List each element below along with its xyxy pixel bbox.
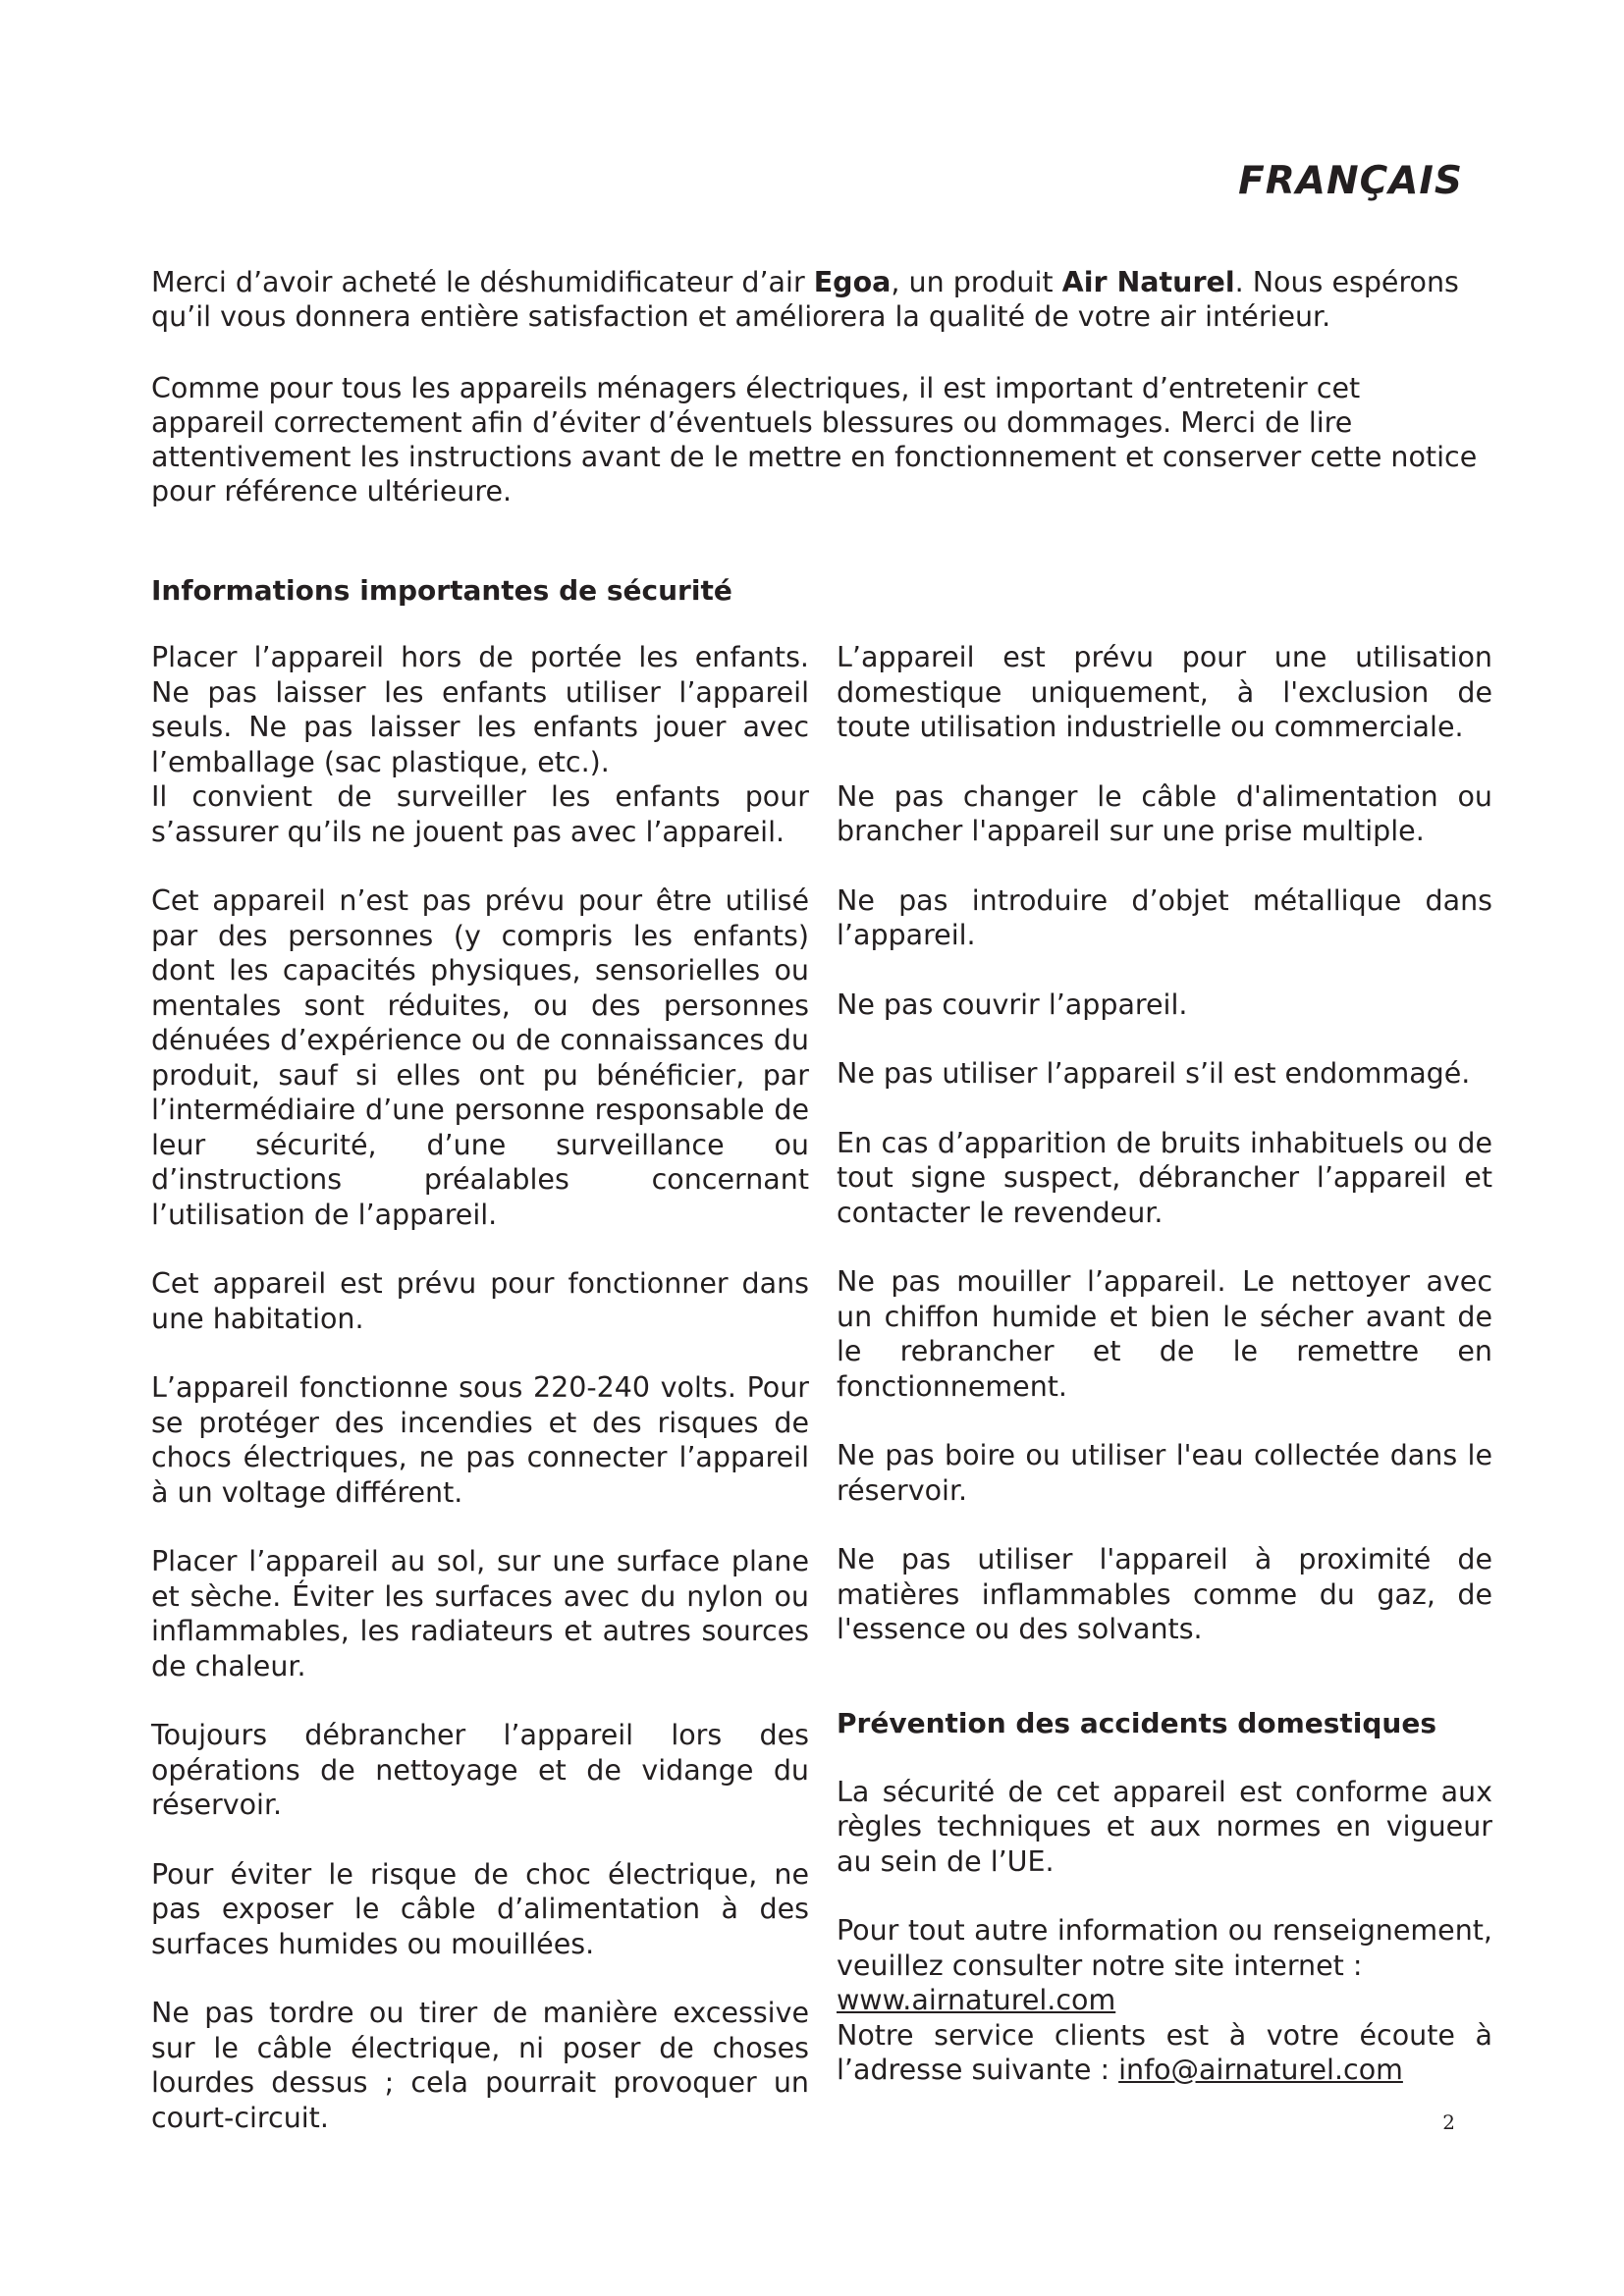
safety-item: Ne pas tordre ou tirer de manière excessive sur le câble électrique, ni poser de choses lourdes dessus ; cela pourrait provoquer un court-circuit. [151, 1997, 809, 2134]
safety-item: Placer l’appareil au sol, sur une surface plane et sèche. Éviter les surfaces avec du nylon ou inflammables, les radiateurs et autres sources de chaleur. [151, 1545, 809, 1682]
prevention-paragraph-3 [837, 2018, 1492, 2088]
website-line [837, 1983, 1492, 2018]
safety-item: Ne pas couvrir l’appareil. [837, 988, 1188, 1021]
safety-item: L’appareil fonctionne sous 220-240 volts. Pour se protéger des incendies et des risques de chocs électriques, ne pas connecter l’appareil à un voltage différent. [151, 1371, 809, 1509]
intro-text-c: . Nous espérons qu’il vous donnera entière satisfaction et améliorera la qualité de votre air intérieur. [151, 266, 1459, 333]
email-link[interactable]: info@airnaturel.com [1118, 2054, 1403, 2086]
language-title: FRANÇAIS [1238, 159, 1463, 203]
safety-left-column [151, 640, 809, 2135]
intro-text-a: Merci d’avoir acheté le déshumidificateur d’air [151, 266, 814, 298]
safety-item: Cet appareil est prévu pour fonctionner dans une habitation. [151, 1267, 809, 1335]
safety-item: Il convient de surveiller les enfants pour s’assurer qu’ils ne jouent pas avec l’appareil. [151, 780, 809, 848]
intro-text-b: , un produit [891, 266, 1062, 298]
contact-text: Notre service clients est à votre écoute à l’adresse suivante : [837, 2018, 1492, 2086]
prevention-paragraph-2: Pour tout autre information ou renseignement, veuillez consulter notre site internet : [837, 1914, 1492, 1982]
safety-item: L’appareil est prévu pour une utilisation domestique uniquement, à l'exclusion de toute utilisation industrielle ou commerciale. [837, 641, 1492, 743]
intro-paragraph-1 [151, 265, 1482, 334]
safety-heading: Informations importantes de sécurité [151, 574, 732, 607]
page-number: 2 [1442, 2110, 1455, 2134]
safety-item: Pour éviter le risque de choc électrique, ne pas exposer le câble d’alimentation à des surfaces humides ou mouillées. [151, 1857, 809, 1960]
safety-item: Ne pas mouiller l’appareil. Le nettoyer avec un chiffon humide et bien le sécher avant de le rebrancher et de le remettre en fonctionnement. [837, 1265, 1492, 1403]
safety-item: Ne pas boire ou utiliser l'eau collectée dans le réservoir. [837, 1439, 1492, 1507]
intro-paragraph-2: Comme pour tous les appareils ménagers électriques, il est important d’entretenir cet appareil correctement afin d’éviter d’éventuels blessures ou dommages. Merci de lire attentivement les instructions avant de le mettre en fonctionnement et conserver cette notice pour référence ultérieure. [151, 372, 1478, 507]
safety-item: Cet appareil n’est pas prévu pour être utilisé par des personnes (y compris les enfants) dont les capacités physiques, sensorielles ou mentales sont réduites, ou des personnes dénuées d’expérience ou de connaissances du produit, sauf si elles ont pu bénéficier, par l’intermédiaire d’une personne responsable de leur sécurité, d’une surveillance ou d’instructions préalables concernant l’utilisation de l’appareil. [151, 884, 809, 1231]
safety-item: Toujours débrancher l’appareil lors des opérations de nettoyage et de vidange du réservoir. [151, 1719, 809, 1821]
safety-item: Placer l’appareil hors de portée les enfants. Ne pas laisser les enfants utiliser l’appareil seuls. Ne pas laisser les enfants jouer avec l’emballage (sac plastique, etc.). [151, 641, 809, 778]
brand-air-naturel: Air Naturel [1061, 266, 1235, 298]
safety-item: Ne pas changer le câble d'alimentation ou brancher l'appareil sur une prise multiple. [837, 779, 1492, 847]
safety-item: En cas d’apparition de bruits inhabituels ou de tout signe suspect, débrancher l’appareil et contacter le revendeur. [837, 1126, 1492, 1229]
safety-item: Ne pas utiliser l'appareil à proximité de matières inflammables comme du gaz, de l'essence ou des solvants. [837, 1543, 1492, 1645]
prevention-paragraph-1: La sécurité de cet appareil est conforme aux règles techniques et aux normes en vigueur au sein de l’UE. [837, 1775, 1492, 1878]
prevention-heading: Prévention des accidents domestiques [837, 1706, 1437, 1739]
safety-right-column [837, 640, 1492, 2088]
brand-egoa: Egoa [813, 266, 892, 298]
safety-item: Ne pas introduire d’objet métallique dans l’appareil. [837, 883, 1492, 951]
website-link[interactable]: www.airnaturel.com [837, 1984, 1116, 2016]
safety-item: Ne pas utiliser l’appareil s’il est endommagé. [837, 1057, 1471, 1090]
